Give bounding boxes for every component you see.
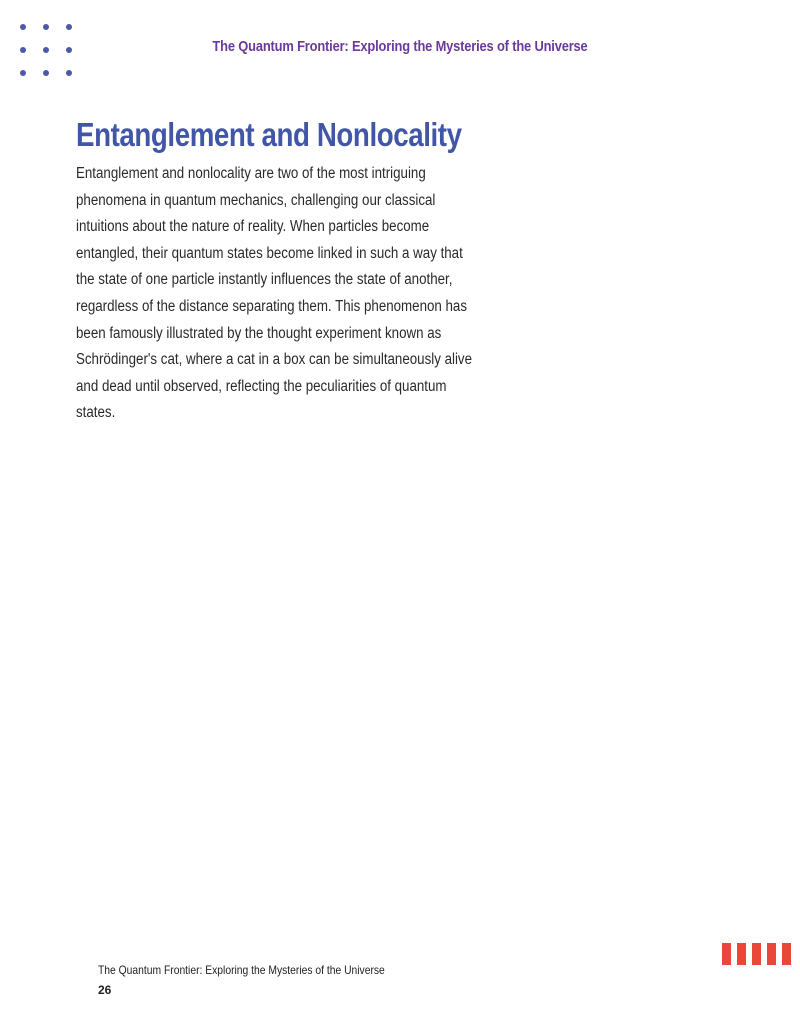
decorative-bar [722,943,731,965]
decorative-dot [20,24,26,30]
running-header: The Quantum Frontier: Exploring the Mysteries of the Universe [212,38,588,55]
footer-title: The Quantum Frontier: Exploring the Mysteries of the Universe [98,963,385,977]
decorative-dot [43,24,49,30]
decorative-dot [43,70,49,76]
decorative-dot [66,24,72,30]
decorative-bars [722,943,791,965]
body-paragraph: Entanglement and nonlocality are two of the most intriguing phenomena in quantum mechanics, challenging our classical intuitions about the nature of reality. When particles become entangled, their quantum states become linked in such a way that the state of one particle instantly influences the state of another, regardless of the distance separating them. This phenomenon has been famously illustrated by the thought experiment known as Schrödinger's cat, where a cat in a box can be simultaneously alive and dead until observed, reflecting the peculiarities of quantum states. [76,165,473,422]
decorative-bar [737,943,746,965]
decorative-dot [43,47,49,53]
section-title: Entanglement and Nonlocality [76,116,462,153]
decorative-bar [782,943,791,965]
decorative-dot [20,47,26,53]
decorative-dot [66,70,72,76]
decorative-dot [20,70,26,76]
decorative-bar [767,943,776,965]
decorative-bar [752,943,761,965]
page-number: 26 [98,983,112,997]
